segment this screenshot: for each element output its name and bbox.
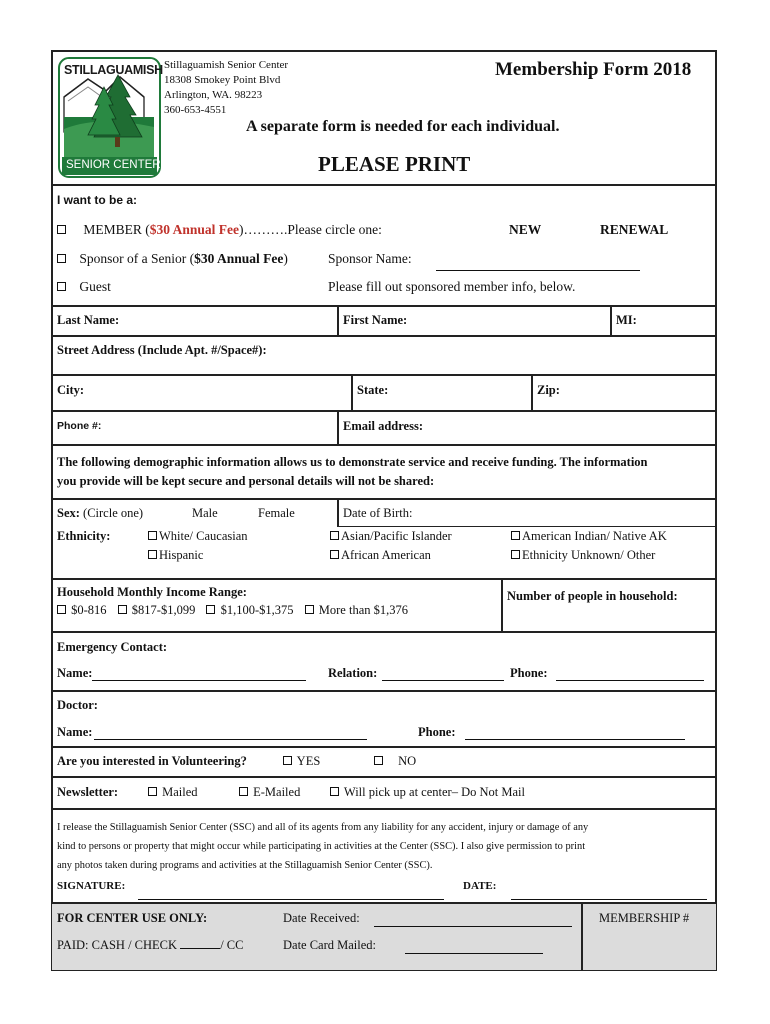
- income-opt-2[interactable]: $817-$1,099: [118, 603, 196, 618]
- newsletter-pickup-checkbox[interactable]: [330, 787, 339, 796]
- date-input[interactable]: [511, 883, 707, 900]
- income-options: [57, 603, 408, 618]
- newsletter-pickup-option[interactable]: Will pick up at center– Do Not Mail: [330, 785, 525, 800]
- city-label: City:: [57, 383, 85, 397]
- divider: [501, 578, 503, 632]
- state-label: State:: [357, 383, 389, 397]
- eth-white-checkbox[interactable]: [148, 531, 157, 540]
- eth-asian-option[interactable]: Asian/Pacific Islander: [330, 529, 452, 544]
- eth-hispanic-checkbox[interactable]: [148, 550, 157, 559]
- please-print-heading: PLEASE PRINT: [318, 152, 471, 176]
- eth-native-option[interactable]: American Indian/ Native AK: [511, 529, 667, 544]
- divider: [51, 690, 717, 692]
- emergency-name-input[interactable]: [92, 664, 306, 681]
- income-label: Household Monthly Income Range:: [57, 585, 247, 599]
- signature-input[interactable]: [138, 883, 444, 900]
- checkbox-icon: [118, 605, 127, 614]
- guest-note: Please fill out sponsored member info, below.: [328, 279, 576, 294]
- renewal-option[interactable]: RENEWAL: [600, 222, 669, 237]
- eth-african-checkbox[interactable]: [330, 550, 339, 559]
- emergency-relation-label: Relation:: [328, 666, 378, 680]
- doctor-name-input[interactable]: [94, 723, 367, 740]
- divider: [51, 776, 717, 778]
- org-address-1: 18308 Smokey Point Blvd: [164, 74, 281, 86]
- doctor-name-label: Name:: [57, 725, 93, 739]
- org-address-2: Arlington, WA. 98223: [164, 89, 263, 101]
- divider: [51, 184, 717, 186]
- divider: [531, 374, 533, 411]
- newsletter-mailed-option[interactable]: Mailed: [148, 785, 198, 800]
- income-opt-3[interactable]: $1,100-$1,375: [206, 603, 293, 618]
- center-use-label: FOR CENTER USE ONLY:: [57, 911, 208, 925]
- checkbox-icon: [305, 605, 314, 614]
- eth-unknown-option[interactable]: Ethnicity Unknown/ Other: [511, 548, 655, 563]
- checkbox-icon: [57, 605, 66, 614]
- divider: [51, 746, 717, 748]
- sponsor-name-input[interactable]: [436, 254, 640, 271]
- date-label: DATE:: [463, 880, 497, 892]
- date-card-mailed-label: Date Card Mailed:: [283, 938, 377, 952]
- check-number-line[interactable]: [180, 938, 220, 949]
- divider: [337, 498, 339, 526]
- demographic-note: The following demographic information allows us to demonstrate service and receive funding. The information you provide will be kept secure and personal details will not be shared:: [57, 455, 648, 488]
- divider: [351, 374, 353, 411]
- volunteer-yes-option[interactable]: YES: [283, 754, 320, 769]
- sex-male-option[interactable]: Male: [192, 506, 218, 520]
- org-name: Stillaguamish Senior Center: [164, 59, 289, 71]
- checkbox-icon: [206, 605, 215, 614]
- liability-release: I release the Stillaguamish Senior Center (SSC) and all of its agents from any liability for any accident, injury or damage of any kind to persons or property that might occur while participating in activities at the Center (SSC). I also give permission to print any photos taken during programs and activities at the Stillaguamish Senior Center (SSC).: [57, 822, 589, 871]
- form-title: Membership Form 2018: [495, 59, 692, 80]
- emergency-label: Emergency Contact:: [57, 640, 168, 654]
- mi-label: MI:: [616, 313, 637, 327]
- separate-form-notice: A separate form is needed for each individual.: [246, 118, 560, 135]
- divider: [51, 410, 717, 412]
- newsletter-emailed-option[interactable]: E-Mailed: [239, 785, 300, 800]
- eth-hispanic-option[interactable]: Hispanic: [148, 548, 203, 563]
- date-received-input[interactable]: [374, 910, 572, 927]
- divider: [610, 305, 612, 336]
- member-checkbox[interactable]: [57, 225, 66, 234]
- want-to-be-label: I want to be a:: [57, 193, 138, 207]
- phone-label: Phone #:: [57, 420, 102, 432]
- eth-asian-checkbox[interactable]: [330, 531, 339, 540]
- divider: [51, 335, 717, 337]
- member-fee: $30 Annual Fee: [149, 222, 240, 237]
- org-info: [164, 58, 288, 118]
- divider: [51, 374, 717, 376]
- member-option[interactable]: MEMBER ($30 Annual Fee)……….Please circle one:: [57, 222, 382, 238]
- emergency-name-label: Name:: [57, 666, 93, 680]
- divider: [51, 444, 717, 446]
- emergency-relation-input[interactable]: [382, 664, 504, 681]
- logo-bottom-text: SENIOR CENTER: [66, 159, 161, 171]
- divider: [51, 808, 717, 810]
- newsletter-emailed-checkbox[interactable]: [239, 787, 248, 796]
- eth-white-option[interactable]: White/ Caucasian: [148, 529, 248, 544]
- doctor-label: Doctor:: [57, 698, 98, 712]
- ethnicity-label: Ethnicity:: [57, 529, 111, 543]
- income-opt-4[interactable]: More than $1,376: [305, 603, 408, 618]
- household-count-label: Number of people in household:: [507, 589, 678, 603]
- doctor-phone-input[interactable]: [465, 723, 685, 740]
- emergency-phone-label: Phone:: [510, 666, 548, 680]
- first-name-label: First Name:: [343, 313, 408, 327]
- sponsor-option[interactable]: Sponsor of a Senior ($30 Annual Fee): [57, 251, 288, 267]
- volunteer-yes-checkbox[interactable]: [283, 756, 292, 765]
- divider: [337, 410, 339, 445]
- email-label: Email address:: [343, 419, 423, 433]
- doctor-phone-label: Phone:: [418, 725, 456, 739]
- sex-female-option[interactable]: Female: [258, 506, 295, 520]
- membership-number-label: MEMBERSHIP #: [599, 911, 690, 925]
- volunteer-no-checkbox[interactable]: [374, 756, 383, 765]
- divider: [337, 305, 339, 336]
- divider: [581, 903, 583, 971]
- sex-label: Sex: (Circle one): [57, 506, 144, 520]
- divider: [51, 498, 717, 500]
- income-opt-1[interactable]: $0-816: [57, 603, 107, 618]
- newsletter-label: Newsletter:: [57, 785, 119, 799]
- date-card-mailed-input[interactable]: [405, 937, 543, 954]
- guest-checkbox[interactable]: [57, 282, 66, 291]
- org-phone: 360-653-4551: [164, 104, 227, 116]
- volunteer-question: Are you interested in Volunteering?: [57, 754, 247, 768]
- emergency-phone-input[interactable]: [556, 664, 704, 681]
- divider: [51, 305, 717, 307]
- signature-label: SIGNATURE:: [57, 880, 126, 892]
- center-logo: [58, 57, 161, 178]
- divider: [51, 631, 717, 633]
- eth-native-checkbox[interactable]: [511, 531, 520, 540]
- sponsor-fee: $30 Annual Fee: [194, 251, 284, 266]
- volunteer-no-option[interactable]: NO: [374, 754, 416, 769]
- street-address-label: Street Address (Include Apt. #/Space#):: [57, 343, 267, 357]
- eth-african-option[interactable]: African American: [330, 548, 431, 563]
- logo-top-text: STILLAGUAMISH: [64, 63, 163, 77]
- divider: [51, 578, 717, 580]
- eth-unknown-checkbox[interactable]: [511, 550, 520, 559]
- divider: [337, 526, 717, 527]
- dob-label: Date of Birth:: [343, 506, 413, 520]
- last-name-label: Last Name:: [57, 313, 120, 327]
- new-option[interactable]: NEW: [509, 222, 542, 237]
- newsletter-mailed-checkbox[interactable]: [148, 787, 157, 796]
- guest-option[interactable]: Guest: [57, 279, 111, 295]
- sponsor-checkbox[interactable]: [57, 254, 66, 263]
- date-received-label: Date Received:: [283, 911, 360, 925]
- zip-label: Zip:: [537, 383, 560, 397]
- sponsor-name-label: Sponsor Name:: [328, 251, 412, 266]
- paid-label: PAID: CASH / CHECK / CC: [57, 938, 244, 952]
